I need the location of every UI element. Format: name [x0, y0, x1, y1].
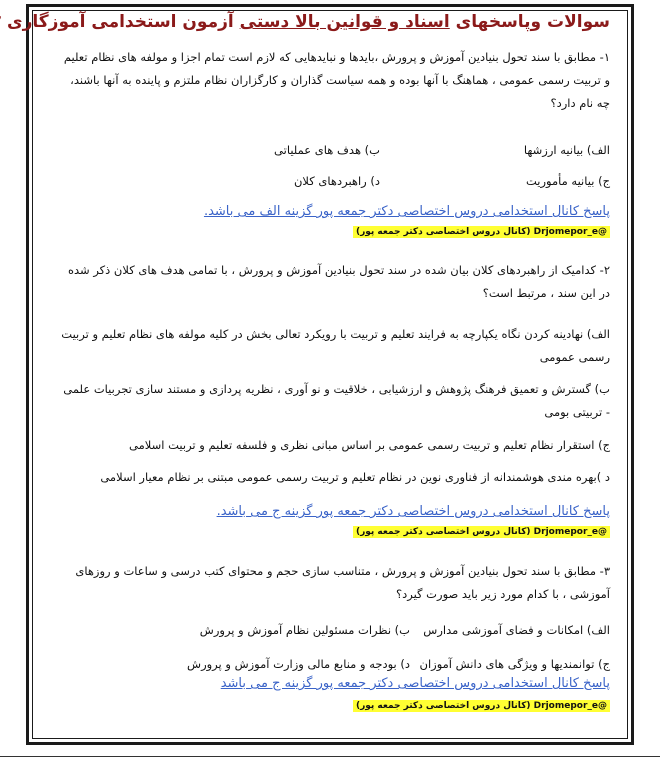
- channel-tag: @Drjomepor_e (کانال دروس اختصاصی دکتر جمعه پور): [353, 700, 610, 712]
- question-text-line: ۲- کدامیک از راهبردهای کلان بیان شده در سند تحول بنیادین آموزش و پرورش ، با تمامی هدف های کلان ذکر شده: [67, 263, 610, 277]
- option-b: ب) هدف های عملیاتی: [274, 143, 380, 157]
- channel-tag: @Drjomepor_e (کانال دروس اختصاصی دکتر جمعه پور): [353, 226, 610, 238]
- answer-line: پاسخ کانال استخدامی دروس اختصاصی دکتر جمعه پور گزینه الف می باشد.: [203, 204, 610, 219]
- option-b: ب) گسترش و تعمیق فرهنگ پژوهش و ارزشیابی ، خلاقیت و نو آوری ، نظریه پردازی و مستند سازی تجربیات علمی - تربیتی بومی: [63, 382, 610, 419]
- option-c: ج) استقرار نظام تعلیم و تربیت رسمی عمومی بر اساس مبانی نظری و فلسفه تعلیم و تربیت اسلامی: [129, 438, 610, 452]
- question-text-line: در این سند ، مرتبط است؟: [482, 286, 610, 300]
- option-d: د) بودجه و منابع مالی وزارت آموزش و پرورش: [187, 657, 410, 671]
- option-a: الف) امکانات و فضای آموزشی مدارس: [423, 623, 610, 637]
- option-a: الف) بیانیه ارزشها: [523, 143, 610, 157]
- title-underlined: اسناد و قوانین بالا دستی: [239, 12, 450, 32]
- question-text-line: چه نام دارد؟: [550, 96, 610, 110]
- question-text-line: ۳- مطابق با سند تحول بنیادین آموزش و پرورش ، متناسب سازی حجم و محتوای کتب درسی و ساعات و روزهای: [75, 564, 610, 578]
- question-text-line: آموزشی ، با کدام مورد زیر باید صورت گیرد؟: [396, 587, 610, 601]
- option-c: ج) بیانیه مأموریت: [525, 174, 610, 188]
- document-body: [7, 8, 610, 743]
- page-title: سوالات وپاسخهای اسناد و قوانین بالا دستی آزمون استخدامی آموزگاری: [7, 12, 610, 32]
- option-d: د )بهره مندی هوشمندانه از فناوری نوین در نظام تعلیم و تربیت رسمی عمومی مبتنی بر نظام معیار اسلامی: [100, 470, 610, 484]
- question-3: [30, 560, 610, 606]
- question-text-line: ۱- مطابق با سند تحول بنیادین آموزش و پرورش ،بایدها و نبایدهایی که لازم است تمام اجزا و مولفه های نظام تعلیم: [63, 50, 610, 64]
- option-c: ج) توانمندیها و ویژگی های دانش آموزان: [419, 657, 610, 671]
- option-b: ب) نظرات مسئولین نظام آموزش و پرورش: [199, 623, 410, 637]
- question-text-line: و تربیت رسمی عمومی ، هماهنگ با آنها بوده و همه سیاست گذاران و کارگزاران نظام ملتزم و پاینده به آنها باشند،: [70, 73, 610, 87]
- answer-line: پاسخ کانال استخدامی دروس اختصاصی دکتر جمعه پور گزینه ج می باشد: [220, 676, 610, 691]
- option-a: الف) نهادینه کردن نگاه یکپارچه به فرایند تعلیم و تربیت با رویکرد تعالی بخش در کلیه مولفه های نظام تعلیم و تربیت رسمی عمومی: [61, 327, 610, 364]
- option-d: د) راهبردهای کلان: [293, 174, 380, 188]
- question-1: [30, 46, 610, 115]
- page-bottom-rule: [0, 756, 660, 757]
- answer-line: پاسخ کانال استخدامی دروس اختصاصی دکتر جمعه پور گزینه ج می باشد.: [216, 504, 610, 519]
- channel-tag: @Drjomepor_e (کانال دروس اختصاصی دکتر جمعه پور): [353, 526, 610, 538]
- question-2: [30, 259, 610, 305]
